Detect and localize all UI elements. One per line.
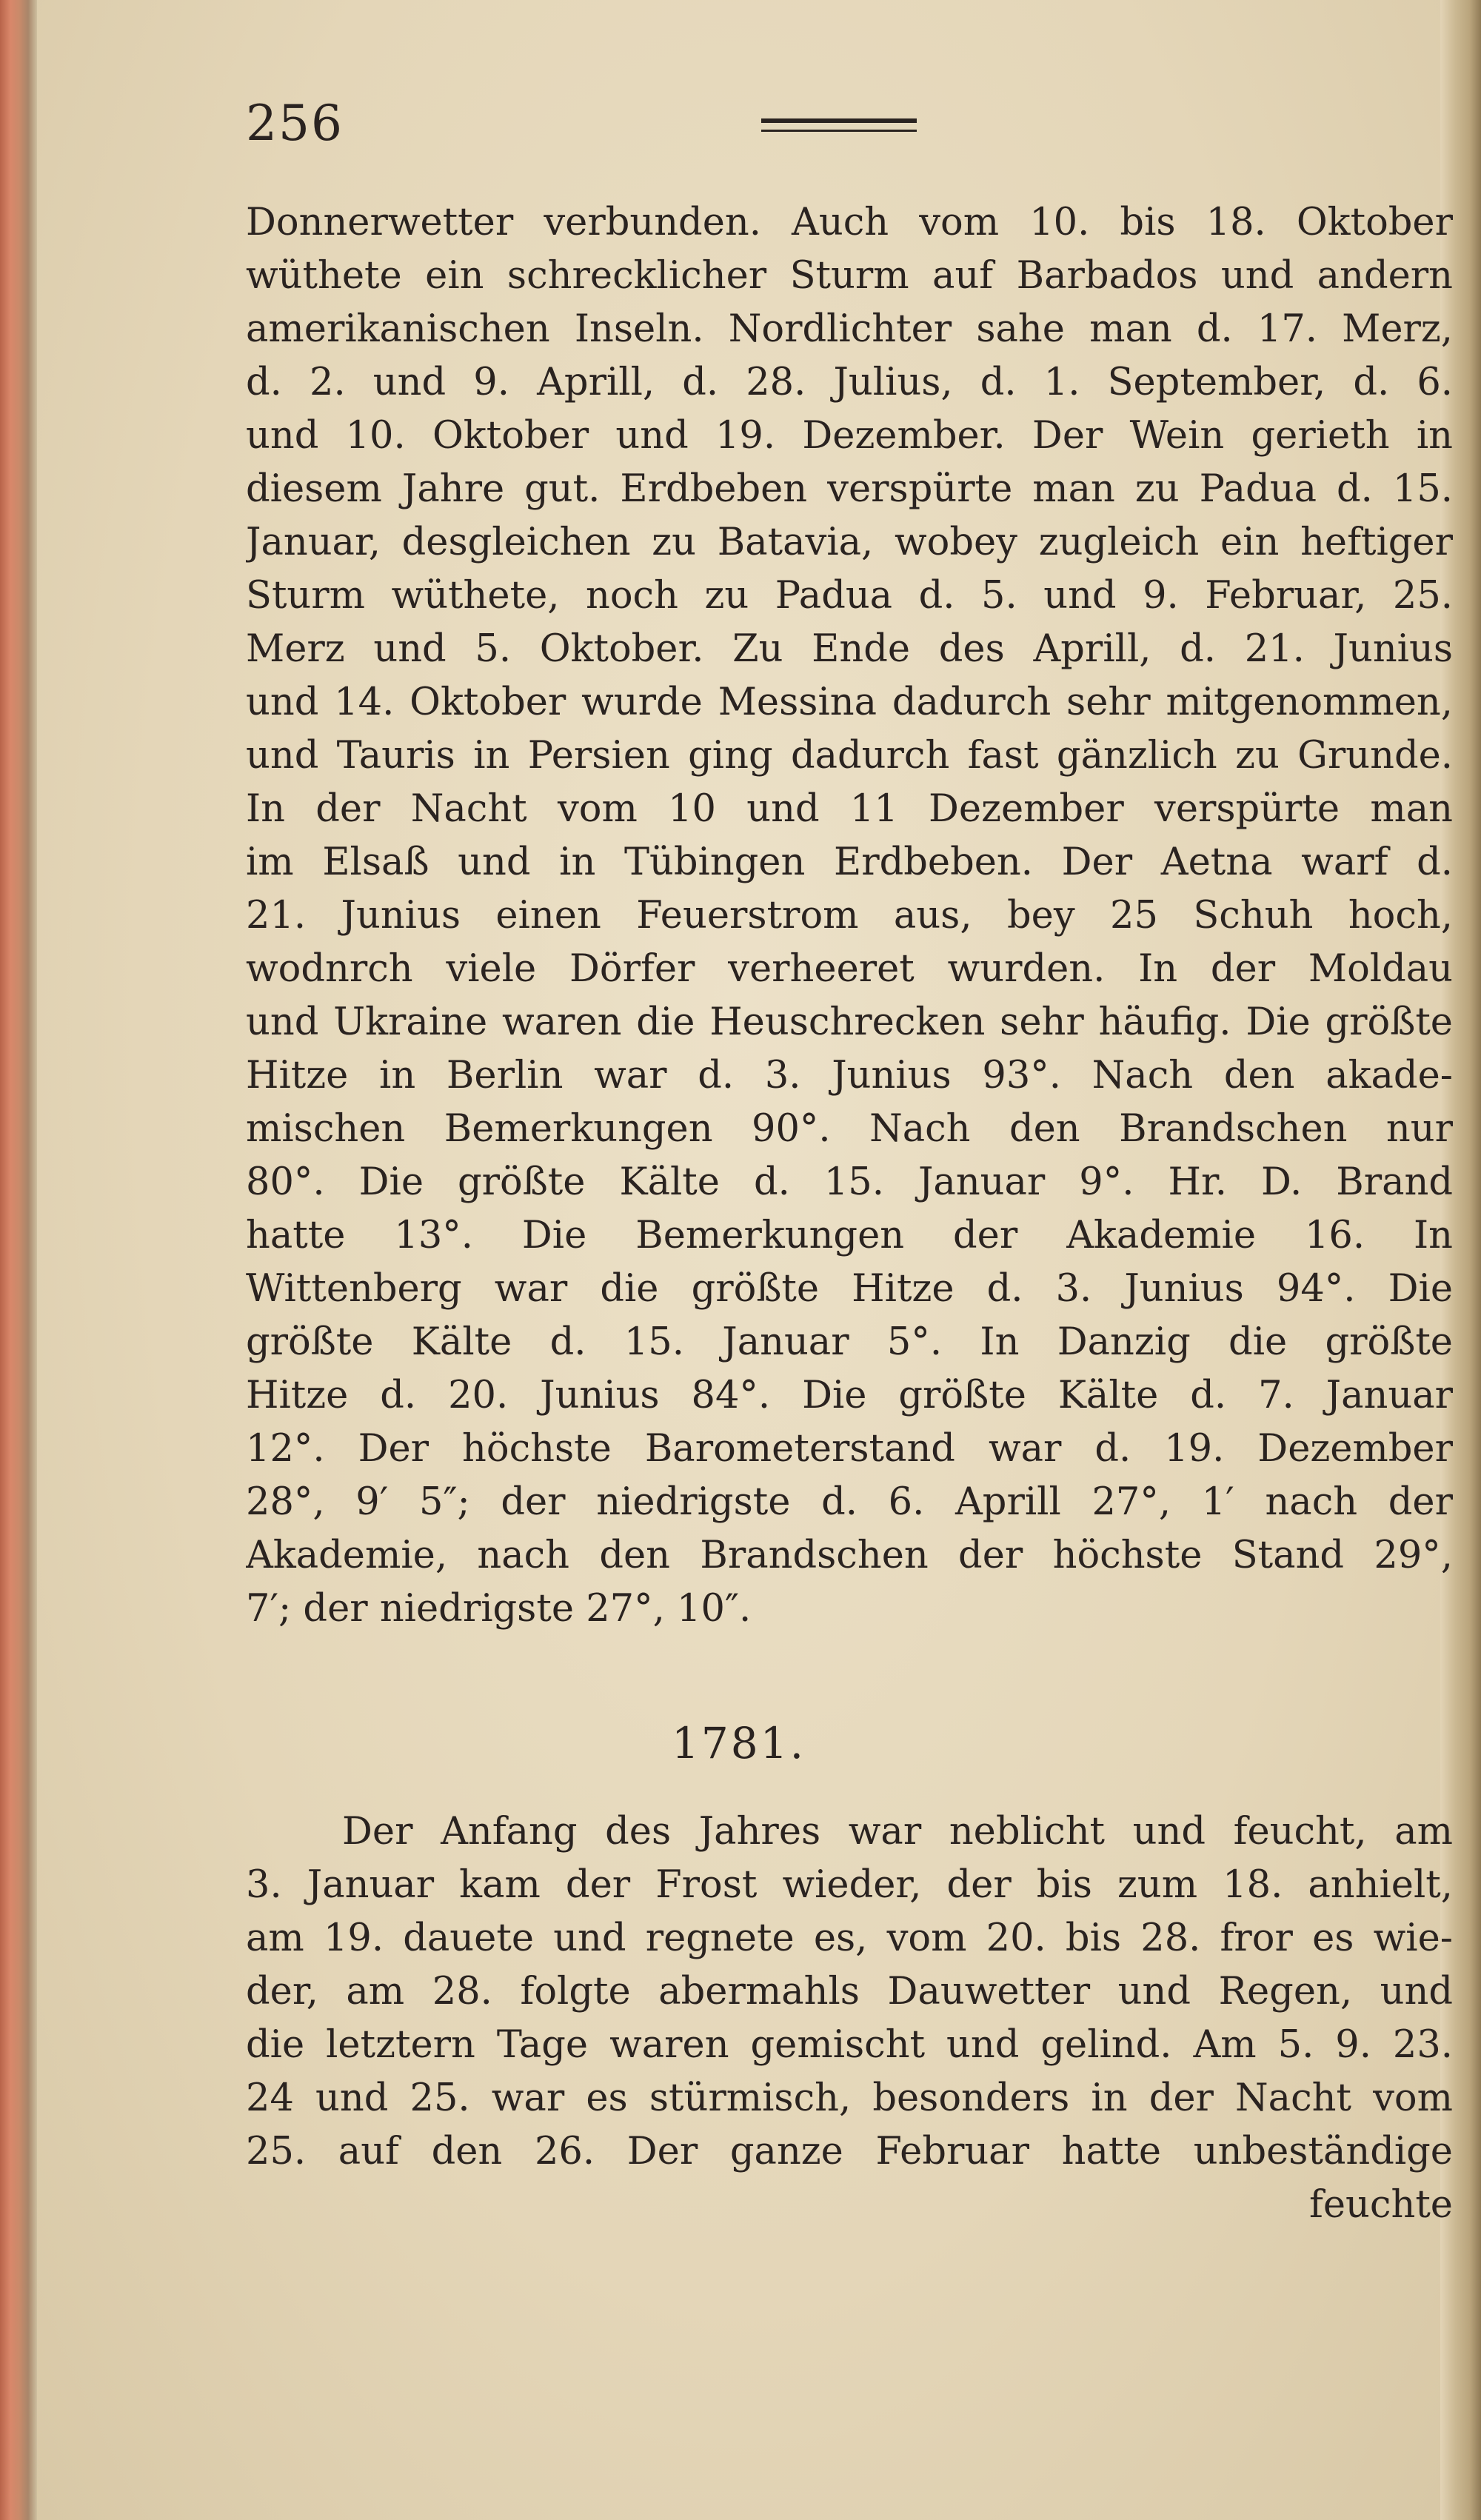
text-line: und Tauris in Persien ging dadurch fast gänzlich zu Grunde.	[246, 734, 1453, 778]
text-line: diesem Jahre gut. Erdbeben verspürte man zu Padua d. 15.	[246, 467, 1453, 511]
text-line: Sturm wüthete, noch zu Padua d. 5. und 9. Februar, 25.	[246, 574, 1453, 618]
text-line: die letztern Tage waren gemischt und gelind. Am 5. 9. 23.	[246, 2023, 1453, 2067]
text-line: Wittenberg war die größte Hitze d. 3. Junius 94°. Die	[246, 1267, 1453, 1311]
text-line: Januar, desgleichen zu Batavia, wobey zugleich ein heftiger	[246, 521, 1453, 564]
text-line: amerikanischen Inseln. Nordlichter sahe man d. 17. Merz,	[246, 307, 1453, 351]
text-line: am 19. dauete und regnete es, vom 20. bis 28. fror es wie-	[246, 1916, 1453, 1960]
page-number: 256	[246, 95, 344, 152]
text-line: der, am 28. folgte abermahls Dauwetter und Regen, und	[246, 1970, 1453, 2013]
text-line: Akademie, nach den Brandschen der höchste Stand 29°,	[246, 1534, 1453, 1577]
section-heading-year: 1781.	[671, 1718, 806, 1768]
text-line: mischen Bemerkungen 90°. Nach den Brandschen nur	[246, 1107, 1453, 1151]
paragraph-2	[246, 1805, 1453, 2232]
text-line: 7′; der niedrigste 27°, 10″.	[246, 1587, 752, 1631]
text-line: Merz und 5. Oktober. Zu Ende des Aprill, d. 21. Junius	[246, 627, 1453, 671]
text-line: und 10. Oktober und 19. Dezember. Der Wein gerieth in	[246, 414, 1453, 458]
text-line: Hitze d. 20. Junius 84°. Die größte Kälte d. 7. Januar	[246, 1374, 1453, 1417]
text-line: und Ukraine waren die Heuschrecken sehr häufig. Die größte	[246, 1000, 1453, 1044]
text-line: 80°. Die größte Kälte d. 15. Januar 9°. Hr. D. Brand	[246, 1160, 1453, 1204]
text-line: größte Kälte d. 15. Januar 5°. In Danzig die größte	[246, 1320, 1453, 1364]
text-line: und 14. Oktober wurde Messina dadurch sehr mitgenommen,	[246, 681, 1453, 724]
text-line: 28°, 9′ 5″; der niedrigste d. 6. Aprill 27°, 1′ nach der	[246, 1480, 1453, 1524]
text-line: wodnrch viele Dörfer verheeret wurden. In der Moldau	[246, 947, 1453, 991]
book-page	[37, 0, 1453, 2520]
text-line: 24 und 25. war es stürmisch, besonders in der Nacht vom	[246, 2076, 1453, 2120]
text-line: Donnerwetter verbunden. Auch vom 10. bis 18. Oktober	[246, 201, 1453, 244]
text-line: wüthete ein schrecklicher Sturm auf Barbados und andern	[246, 254, 1453, 298]
book-binding-edge	[0, 0, 37, 2520]
text-line: Der Anfang des Jahres war neblicht und feucht, am	[342, 1810, 1453, 1854]
text-line: hatte 13°. Die Bemerkungen der Akademie 16. In	[246, 1214, 1453, 1257]
text-line: Hitze in Berlin war d. 3. Junius 93°. Nach den akade-	[246, 1054, 1453, 1097]
text-line: 25. auf den 26. Der ganze Februar hatte unbeständige	[246, 2130, 1453, 2173]
text-line: 3. Januar kam der Frost wieder, der bis zum 18. anhielt,	[246, 1863, 1453, 1907]
paragraph-1	[246, 196, 1453, 1636]
text-line: im Elsaß und in Tübingen Erdbeben. Der Aetna warf d.	[246, 840, 1453, 884]
header-rule	[761, 118, 917, 132]
text-line: In der Nacht vom 10 und 11 Dezember verspürte man	[246, 787, 1453, 831]
text-line: 12°. Der höchste Barometerstand war d. 19. Dezember	[246, 1427, 1453, 1471]
catchword: feuchte	[1309, 2183, 1453, 2227]
text-line: 21. Junius einen Feuerstrom aus, bey 25 Schuh hoch,	[246, 894, 1453, 938]
text-line: d. 2. und 9. Aprill, d. 28. Julius, d. 1. September, d. 6.	[246, 361, 1453, 404]
